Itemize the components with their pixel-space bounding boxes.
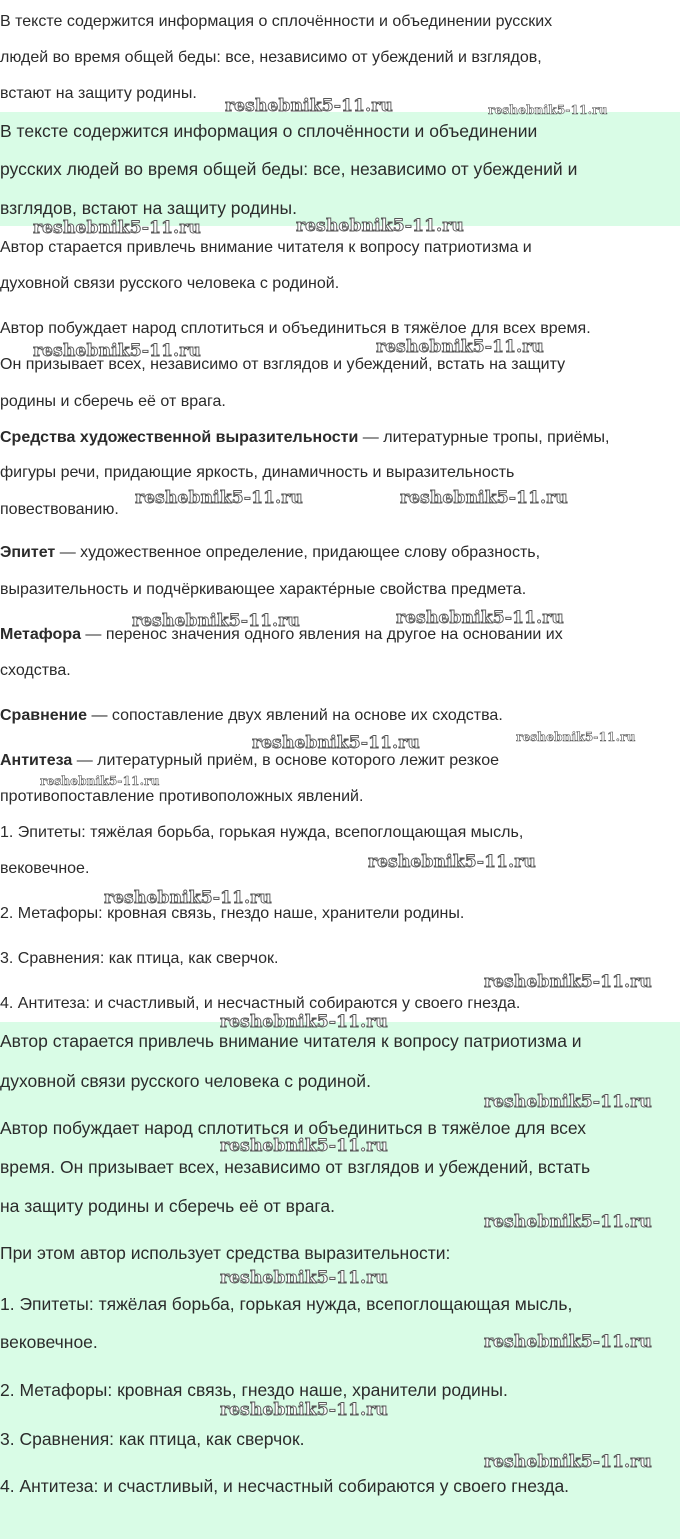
example-line: 4. Антитеза: и счастливый, и несчастный собираются у своего гнезда. <box>0 995 521 1012</box>
answer-line: Автор побуждает народ сплотиться и объединиться в тяжёлое для всех <box>0 1118 587 1138</box>
watermark-text: reshebnik5-11.ru <box>396 608 564 628</box>
watermark-text: reshebnik5-11.ru <box>484 1452 652 1472</box>
watermark-text: reshebnik5-11.ru <box>33 341 201 361</box>
definition-text: выразительность и подчёркивающее характе́рные свойства предмета. <box>0 581 527 598</box>
watermark-text: reshebnik5-11.ru <box>135 488 303 508</box>
definition-epithet <box>0 543 540 563</box>
definition-text: фигуры речи, придающие яркость, динамичность и выразительность <box>0 464 515 481</box>
watermark-text: reshebnik5-11.ru <box>220 1400 388 1420</box>
summary-line: людей во время общей беды: все, независимо от убеждений и взглядов, <box>0 49 542 66</box>
definition-term: Сравнение <box>0 707 88 724</box>
watermark-text: reshebnik5-11.ru <box>104 888 272 908</box>
watermark-text: reshebnik5-11.ru <box>132 611 300 631</box>
example-line: 2. Метафоры: кровная связь, гнездо наше, хранители родины. <box>0 905 465 922</box>
watermark-text: reshebnik5-11.ru <box>40 774 160 788</box>
definition-text: — художественное определение, придающее слову образность, <box>55 544 541 561</box>
author-intent-line: духовной связи русского человека с родиной. <box>0 275 340 292</box>
watermark-text: reshebnik5-11.ru <box>376 337 544 357</box>
answer-line: вековечное. <box>0 1332 98 1352</box>
author-intent-line: Автор старается привлечь внимание читателя к вопросу патриотизма и <box>0 239 532 256</box>
definition-text: — литературные тропы, приёмы, <box>358 429 610 446</box>
definition-means <box>0 428 609 448</box>
watermark-text: reshebnik5-11.ru <box>484 972 652 992</box>
answer-line: 2. Метафоры: кровная связь, гнездо наше, хранители родины. <box>0 1380 508 1400</box>
watermark-text: reshebnik5-11.ru <box>400 488 568 508</box>
definition-text: — сопоставление двух явлений на основе их сходства. <box>87 707 503 724</box>
example-line: 3. Сравнения: как птица, как сверчок. <box>0 950 279 967</box>
answer-line: Автор старается привлечь внимание читателя к вопросу патриотизма и <box>0 1031 582 1051</box>
author-call-line: родины и сберечь её от врага. <box>0 393 226 410</box>
watermark-text: reshebnik5-11.ru <box>220 1136 388 1156</box>
watermark-text: reshebnik5-11.ru <box>252 733 420 753</box>
summary-line: В тексте содержится информация о сплочённости и объединении русских <box>0 13 553 30</box>
watermark-text: reshebnik5-11.ru <box>225 96 393 116</box>
watermark-text: reshebnik5-11.ru <box>220 1268 388 1288</box>
definition-text: повествованию. <box>0 501 119 518</box>
summary-answer-line: русских людей во время общей беды: все, независимо от убеждений и <box>0 159 578 179</box>
definition-text: — литературный приём, в основе которого лежит резкое <box>72 752 500 769</box>
watermark-text: reshebnik5-11.ru <box>516 730 636 744</box>
definition-term: Средства художественной выразительности <box>0 429 359 446</box>
definition-term: Метафора <box>0 626 81 643</box>
summary-line: встают на защиту родины. <box>0 85 197 102</box>
watermark-text: reshebnik5-11.ru <box>484 1332 652 1352</box>
answer-line: на защиту родины и сберечь её от врага. <box>0 1196 336 1216</box>
answer-line: 1. Эпитеты: тяжёлая борьба, горькая нужда, всепоглощающая мысль, <box>0 1294 573 1314</box>
definition-text: противопоставление противоположных явлений. <box>0 788 364 805</box>
watermark-text: reshebnik5-11.ru <box>368 852 536 872</box>
summary-answer-line: В тексте содержится информация о сплочённости и объединении <box>0 121 538 141</box>
watermark-text: reshebnik5-11.ru <box>296 216 464 236</box>
example-line: вековечное. <box>0 860 90 877</box>
summary-answer-line: взглядов, встают на защиту родины. <box>0 198 297 218</box>
definition-term: Антитеза <box>0 752 73 769</box>
watermark-text: reshebnik5-11.ru <box>484 1092 652 1112</box>
watermark-text: reshebnik5-11.ru <box>488 103 608 117</box>
author-call-line: Автор побуждает народ сплотиться и объединиться в тяжёлое для всех время. <box>0 320 591 337</box>
answer-line: 4. Антитеза: и счастливый, и несчастный собираются у своего гнезда. <box>0 1476 570 1496</box>
watermark-text: reshebnik5-11.ru <box>220 1012 388 1032</box>
answer-line: 3. Сравнения: как птица, как сверчок. <box>0 1429 305 1449</box>
author-call-line: Он призывает всех, независимо от взглядов и убеждений, встать на защиту <box>0 356 566 373</box>
answer-line: При этом автор использует средства выразительности: <box>0 1243 451 1263</box>
definition-comparison <box>0 706 503 726</box>
definition-antithesis <box>0 751 499 771</box>
answer-line: духовной связи русского человека с родиной. <box>0 1071 371 1091</box>
answer-line: время. Он призывает всех, независимо от взглядов и убеждений, встать <box>0 1157 591 1177</box>
definition-text: сходства. <box>0 662 71 679</box>
example-line: 1. Эпитеты: тяжёлая борьба, горькая нужда, всепоглощающая мысль, <box>0 824 524 841</box>
definition-term: Эпитет <box>0 544 56 561</box>
watermark-text: reshebnik5-11.ru <box>33 218 201 238</box>
definition-text: — перенос значения одного явления на другое на основании их <box>80 626 563 643</box>
watermark-text: reshebnik5-11.ru <box>484 1212 652 1232</box>
